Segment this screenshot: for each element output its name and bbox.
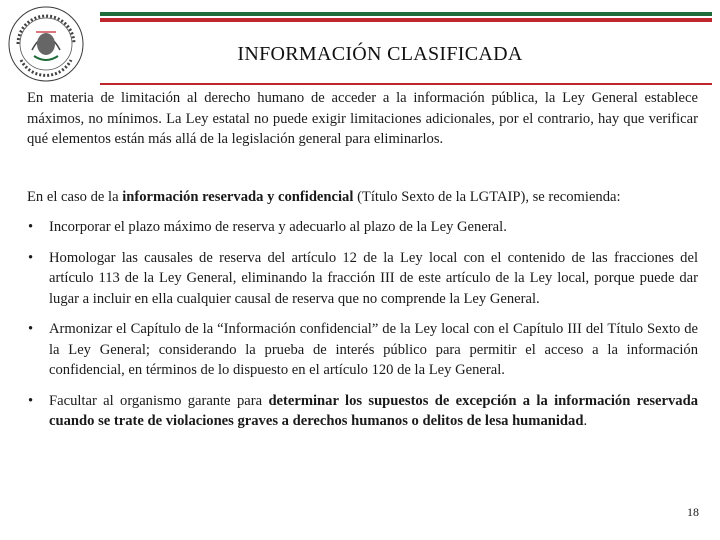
title-underline: [100, 83, 712, 85]
bold-phrase: determinar los supuestos de excepción a la información reservada cuando se trate de violaciones graves a derechos humanos o delitos de lesa humanidad: [49, 392, 698, 429]
recommendation-intro: En el caso de la información reservada y confidencial (Título Sexto de la LGTAIP), se recomienda:: [27, 188, 621, 205]
list-item: • Facultar al organismo garante para determinar los supuestos de excepción a la información reservada cuando se trate de violaciones graves a derechos humanos o delitos de lesa humanidad.: [28, 392, 698, 429]
header-green-stripe: [100, 12, 712, 16]
document-body: [27, 88, 698, 432]
page-title: INFORMACIÓN CLASIFICADA: [237, 43, 523, 65]
list-item: • Incorporar el plazo máximo de reserva y adecuarlo al plazo de la Ley General.: [28, 219, 507, 235]
page-number: 18: [687, 505, 699, 519]
list-item: • Armonizar el Capítulo de la “Información confidencial” de la Ley local con el Capítulo III del Título Sexto de la Ley General; considerando la prueba de interés público para permitir el acceso a la información confidencial, en términos de lo dispuesto en el artículo 120 de la Ley General.: [28, 321, 698, 378]
list-item: • Homologar las causales de reserva del artículo 12 de la Ley local con el contenido de las fracciones del artículo 113 de la Ley General, eliminando la fracción III de este artículo de la Ley local, porque puede dar lugar a incluir en ella cualquier causal de reserva que no comprende la Ley General.: [28, 249, 698, 307]
intro-paragraph: En materia de limitación al derecho humano de acceder a la información pública, la Ley General establece máximos, no mínimos. La Ley estatal no puede exigir limitaciones adicionales, por el contrario, hay que verificar qué elementos están más allá de la legislación general para eliminarlos.: [27, 90, 698, 147]
bold-phrase: información reservada y confidencial: [122, 188, 354, 205]
header-red-stripe: [100, 18, 712, 22]
recommendation-list: [27, 217, 698, 432]
